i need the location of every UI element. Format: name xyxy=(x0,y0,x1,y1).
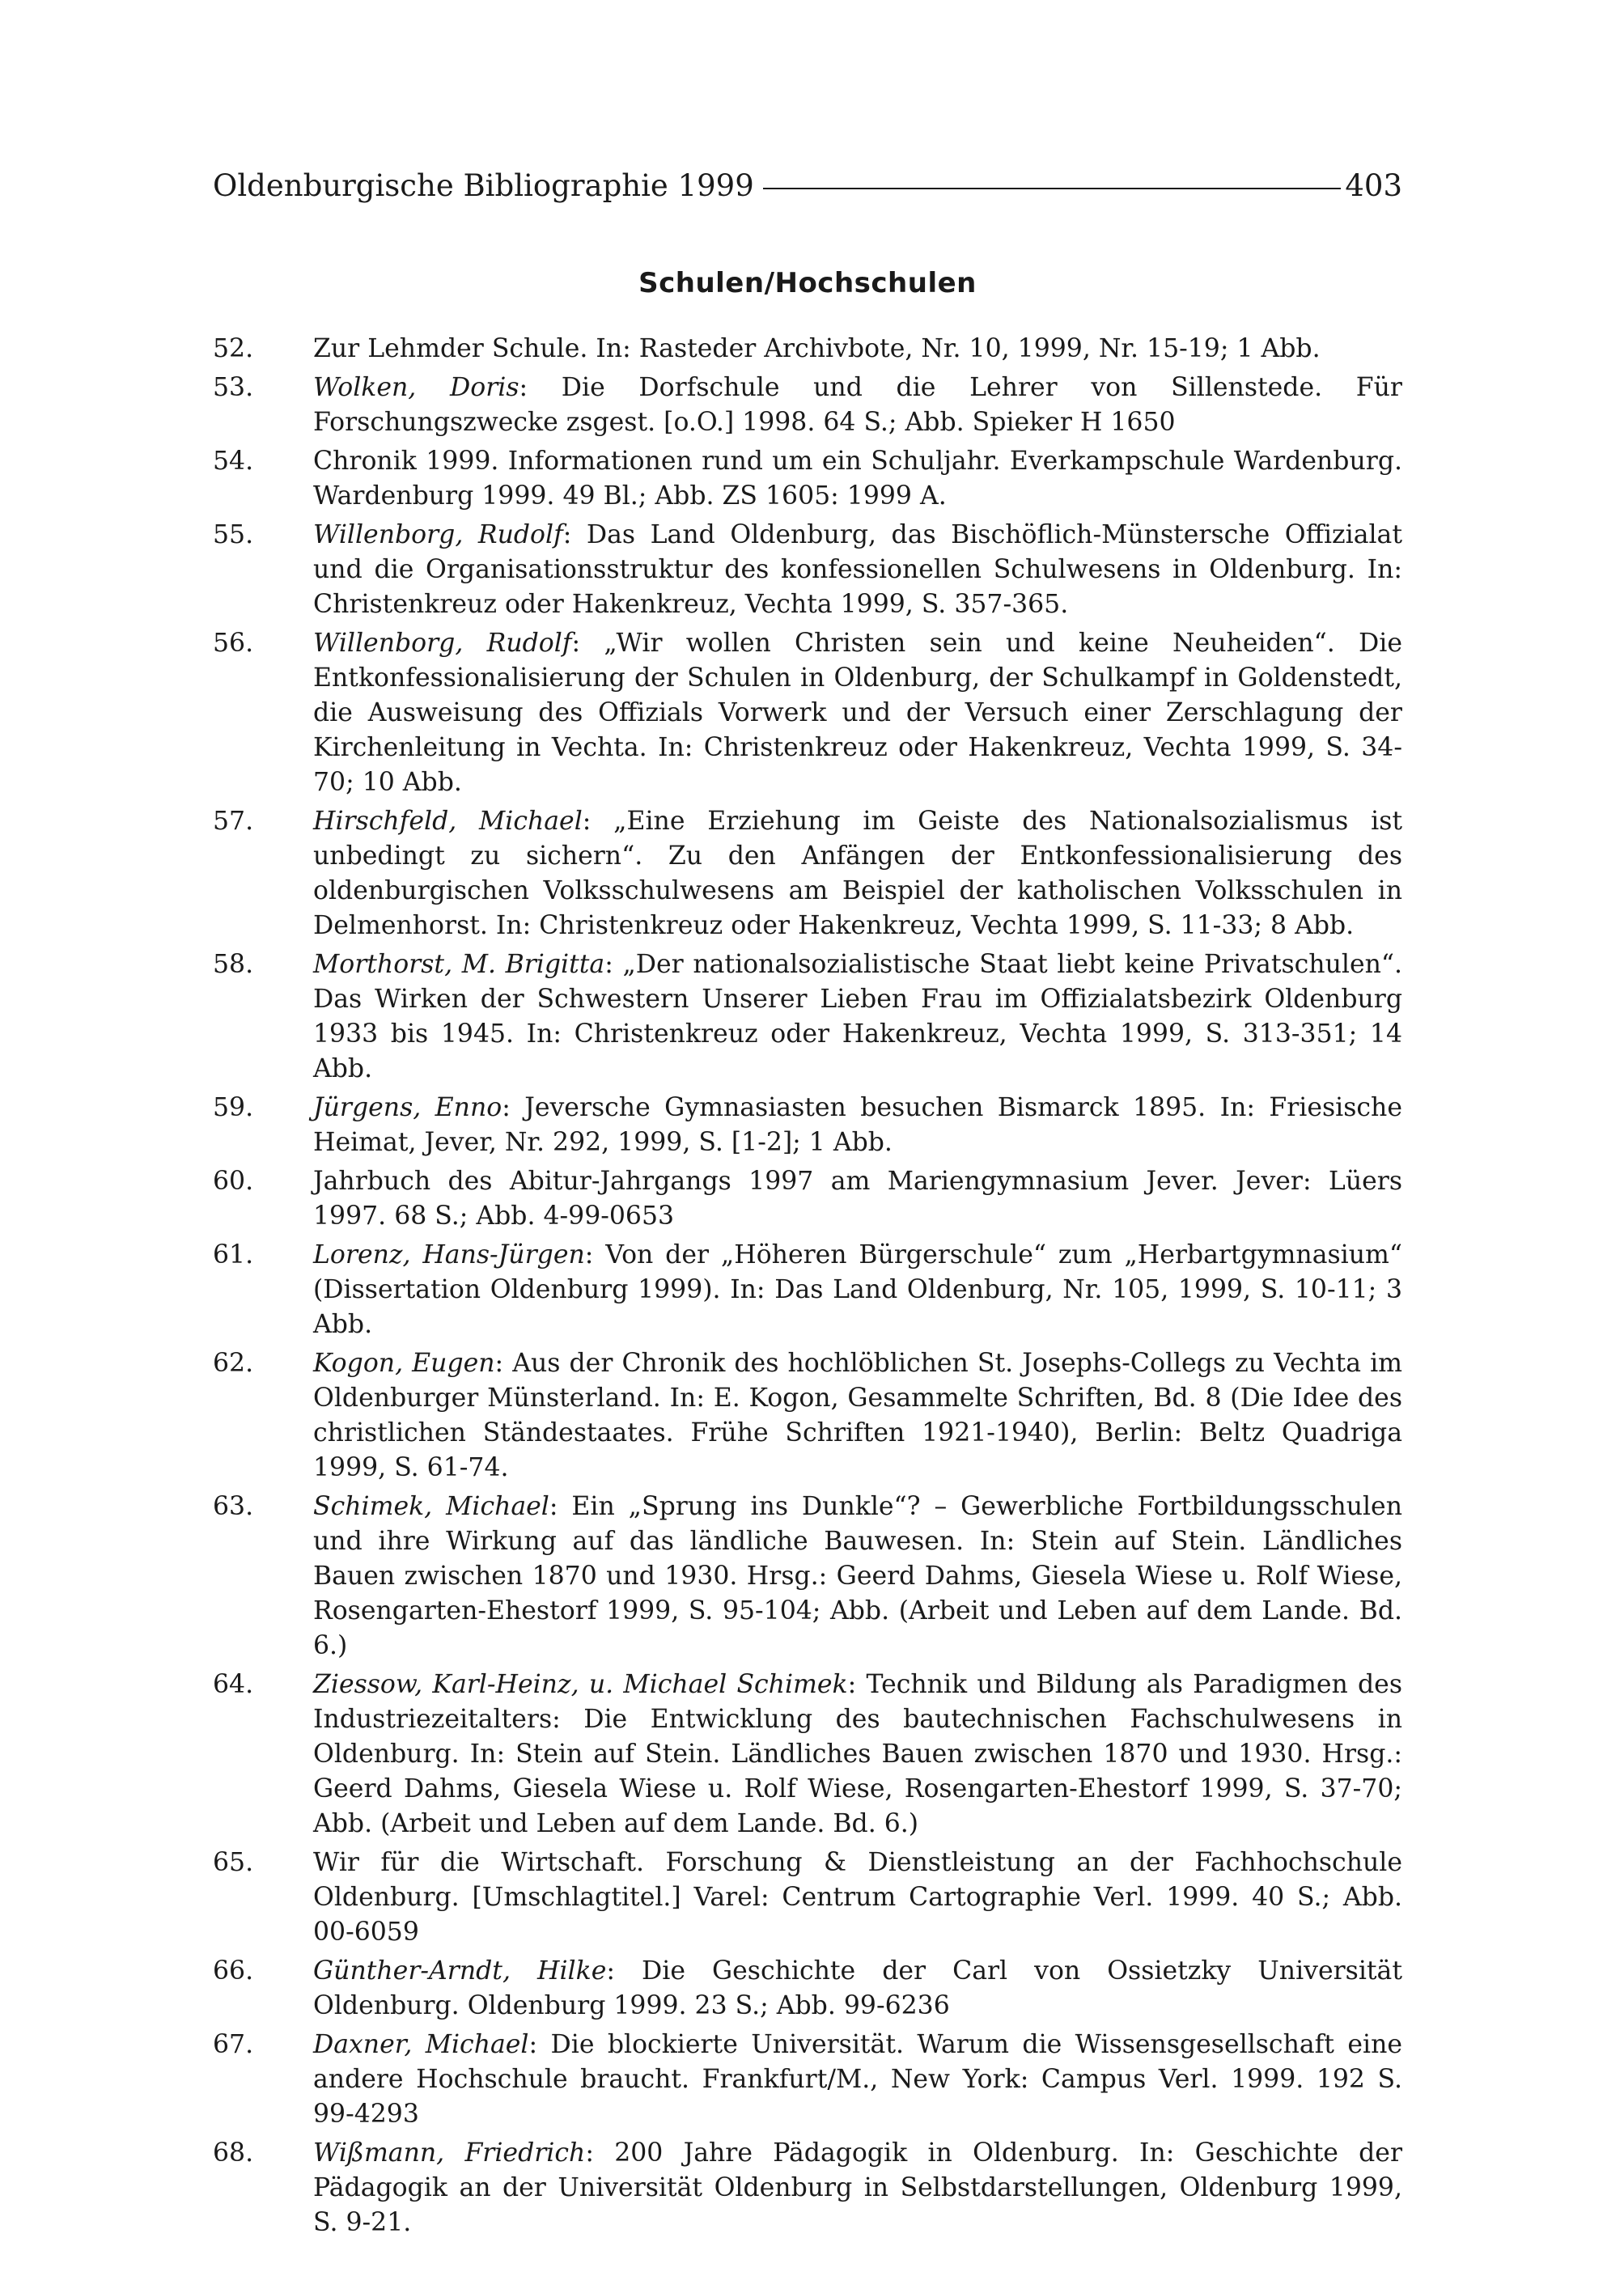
entry-author: Hirschfeld, Michael xyxy=(313,807,583,836)
entry-text: Zur Lehmder Schule. In: Rasteder Archivbote, Nr. 10, 1999, Nr. 15-19; 1 Abb. xyxy=(313,334,1321,363)
bibliography-entry xyxy=(213,1954,1402,2024)
bibliography-entry xyxy=(213,804,1402,943)
entry-number: 63. xyxy=(213,1492,254,1521)
bibliography-entry xyxy=(213,1238,1402,1342)
entry-text: : Ein „Sprung ins Dunkle“? – Gewerbliche Fortbildungsschulen und ihre Wirkung auf das ländliche Bauwesen. In: Stein auf Stein. Ländliches Bauen zwischen 1870 und 1930. Hrsg.: Geerd Dahms, Giesela Wiese u. Rolf Wiese, Rosengarten-Ehestorf 1999, S. 95-104; Abb. (Arbeit und Leben auf dem Lande. Bd. 6.) xyxy=(313,1492,1402,1660)
running-header xyxy=(213,162,1402,210)
bibliography-entry xyxy=(213,1346,1402,1486)
entry-number: 68. xyxy=(213,2138,254,2168)
entry-text: Jahrbuch des Abitur-Jahrgangs 1997 am Mariengymnasium Jever. Jever: Lüers 1997. 68 S.; Abb. 4-99-0653 xyxy=(313,1167,1402,1231)
entry-number: 54. xyxy=(213,447,254,476)
entry-number: 62. xyxy=(213,1349,254,1378)
bibliography-entry xyxy=(213,2136,1402,2240)
entry-text: : Technik und Bildung als Paradigmen des Industriezeitalters: Die Entwicklung des bautechnischen Fachschulwesens in Oldenburg. In: Stein auf Stein. Ländliches Bauen zwischen 1870 und 1930. Hrsg.: Geerd Dahms, Giesela Wiese u. Rolf Wiese, Rosengarten-Ehestorf 1999, S. 37-70; Abb. (Arbeit und Leben auf dem Lande. Bd. 6.) xyxy=(313,1670,1402,1838)
entry-text: : Das Land Oldenburg, das Bischöflich-Münstersche Offizialat und die Organisationsstruktur des konfessionellen Schulwesens in Oldenburg. In: Christenkreuz oder Hakenkreuz, Vechta 1999, S. 357-365. xyxy=(313,520,1402,619)
entry-author: Jürgens, Enno xyxy=(313,1093,502,1122)
entry-number: 59. xyxy=(213,1093,254,1122)
bibliography-entry xyxy=(213,947,1402,1087)
bibliography-entry xyxy=(213,518,1402,622)
entry-number: 55. xyxy=(213,520,254,549)
entry-text: : „Eine Erziehung im Geiste des Nationalsozialismus ist unbedingt zu sichern“. Zu den Anfängen der Entkonfessionalisierung des oldenburgischen Volksschulwesens am Beispiel der katholischen Volksschulen in Delmenhorst. In: Christenkreuz oder Hakenkreuz, Vechta 1999, S. 11-33; 8 Abb. xyxy=(313,807,1403,940)
bibliography-entry xyxy=(213,1091,1402,1160)
bibliography-entry xyxy=(213,332,1402,367)
section-title: Schulen/Hochschulen xyxy=(638,267,977,299)
bibliography-entry xyxy=(213,626,1402,800)
bibliography-list xyxy=(213,332,1402,2244)
entry-number: 61. xyxy=(213,1240,254,1269)
bibliography-entry xyxy=(213,371,1402,440)
entry-number: 57. xyxy=(213,807,254,836)
entry-number: 66. xyxy=(213,1956,254,1986)
entry-author: Morthorst, M. Brigitta xyxy=(313,950,605,979)
entry-number: 52. xyxy=(213,334,254,363)
entry-number: 65. xyxy=(213,1848,254,1877)
entry-text: : Die Dorfschule und die Lehrer von Sillenstede. Für Forschungszwecke zsgest. [o.O.] 1998. 64 S.; Abb. Spieker H 1650 xyxy=(313,373,1402,437)
entry-text: Wir für die Wirtschaft. Forschung & Dienstleistung an der Fachhochschule Oldenburg. [Umschlagtitel.] Varel: Centrum Cartographie Verl. 1999. 40 S.; Abb. 00-6059 xyxy=(313,1848,1402,1947)
entry-number: 56. xyxy=(213,629,254,658)
entry-number: 53. xyxy=(213,373,254,402)
entry-author: Willenborg, Rudolf xyxy=(313,520,563,549)
entry-author: Wolken, Doris xyxy=(313,373,519,402)
header-rule xyxy=(763,188,1341,189)
entry-text: : „Wir wollen Christen sein und keine Neuheiden“. Die Entkonfessionalisierung der Schulen in Oldenburg, der Schulkampf in Goldenstedt, die Ausweisung des Offizials Vorwerk und der Versuch einer Zerschlagung der Kirchenleitung in Vechta. In: Christenkreuz oder Hakenkreuz, Vechta 1999, S. 34-70; 10 Abb. xyxy=(313,629,1402,797)
entry-number: 60. xyxy=(213,1167,254,1196)
entry-number: 67. xyxy=(213,2030,254,2059)
bibliography-entry xyxy=(213,1490,1402,1664)
entry-text: : Von der „Höheren Bürgerschule“ zum „Herbartgymnasium“ (Dissertation Oldenburg 1999). In: Das Land Oldenburg, Nr. 105, 1999, S. 10-11; 3 Abb. xyxy=(313,1240,1402,1339)
bibliography-entry xyxy=(213,1846,1402,1950)
entry-text: : Die blockierte Universität. Warum die Wissensgesellschaft eine andere Hochschule braucht. Frankfurt/M., New York: Campus Verl. 1999. 192 S. 99-4293 xyxy=(313,2030,1402,2129)
bibliography-entry xyxy=(213,444,1402,514)
entry-author: Günther-Arndt, Hilke xyxy=(313,1956,607,1986)
running-header-title: Oldenburgische Bibliographie 1999 xyxy=(213,168,754,203)
entry-text: : Aus der Chronik des hochlöblichen St. Josephs-Collegs zu Vechta im Oldenburger Münsterland. In: E. Kogon, Gesammelte Schriften, Bd. 8 (Die Idee des christlichen Ständestaates. Frühe Schriften 1921-1940), Berlin: Beltz Quadriga 1999, S. 61-74. xyxy=(313,1349,1403,1482)
bibliography-entry xyxy=(213,2028,1402,2132)
entry-author: Daxner, Michael xyxy=(313,2030,529,2059)
entry-text: Chronik 1999. Informationen rund um ein Schuljahr. Everkampschule Wardenburg. Wardenburg 1999. 49 Bl.; Abb. ZS 1605: 1999 A. xyxy=(313,447,1402,511)
entry-author: Ziessow, Karl-Heinz, u. Michael Schimek xyxy=(313,1670,848,1699)
entry-number: 58. xyxy=(213,950,254,979)
entry-author: Kogon, Eugen xyxy=(313,1349,495,1378)
entry-author: Wißmann, Friedrich xyxy=(313,2138,586,2168)
entry-author: Lorenz, Hans-Jürgen xyxy=(313,1240,585,1269)
entry-number: 64. xyxy=(213,1670,254,1699)
entry-author: Willenborg, Rudolf xyxy=(313,629,572,658)
bibliography-entry xyxy=(213,1668,1402,1842)
page-number: 403 xyxy=(1345,168,1402,203)
entry-text: : Jeversche Gymnasiasten besuchen Bismarck 1895. In: Friesische Heimat, Jever, Nr. 292, 1999, S. [1-2]; 1 Abb. xyxy=(313,1093,1402,1157)
bibliography-entry xyxy=(213,1164,1402,1234)
entry-text: : 200 Jahre Pädagogik in Oldenburg. In: Geschichte der Pädagogik an der Universität Oldenburg in Selbstdarstellungen, Oldenburg 1999, S. 9-21. xyxy=(313,2138,1402,2237)
entry-text: : „Der nationalsozialistische Staat liebt keine Privatschulen“. Das Wirken der Schwestern Unserer Lieben Frau im Offizialatsbezirk Oldenburg 1933 bis 1945. In: Christenkreuz oder Hakenkreuz, Vechta 1999, S. 313-351; 14 Abb. xyxy=(313,950,1402,1083)
entry-text: : Die Geschichte der Carl von Ossietzky Universität Oldenburg. Oldenburg 1999. 23 S.; Abb. 99-6236 xyxy=(313,1956,1402,2020)
entry-author: Schimek, Michael xyxy=(313,1492,549,1521)
